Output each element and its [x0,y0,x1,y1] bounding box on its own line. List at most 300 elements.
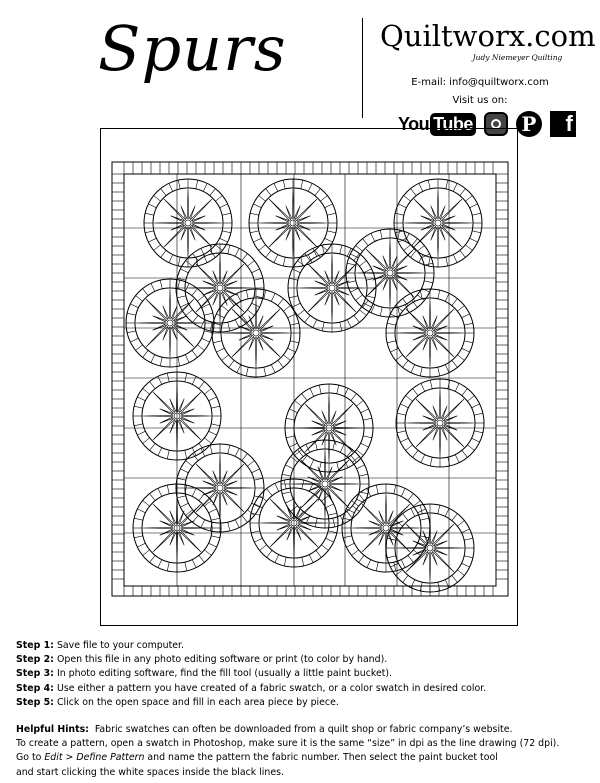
compass-spoke [445,365,449,373]
compass-spoke [283,257,285,266]
compass-spoke [289,443,297,447]
compass-spoke [136,345,143,351]
visit-us-label: Visit us on: [452,95,508,106]
compass-spoke [267,550,273,557]
compass-spoke [271,293,275,301]
compass-spoke [446,257,448,266]
compass-spoke [286,436,295,438]
compass-spoke [197,345,204,351]
step-item [16,682,596,696]
compass-spoke [167,485,169,494]
compass-spoke [201,520,205,528]
hint-line [16,723,596,737]
compass-spoke [328,513,337,515]
compass-spoke [394,562,396,571]
compass-spoke [302,394,308,401]
compass-spoke [408,494,414,501]
youtube-label-you: You [398,113,430,134]
compass-spoke [143,501,150,507]
email-text[interactable]: E-mail: info@quiltworx.com [411,77,549,88]
compass-spoke [464,341,473,343]
compass-spoke [356,401,363,407]
compass-spoke [285,499,293,503]
compass-spoke [333,441,335,450]
compass-spoke [148,238,156,242]
compass-center [217,285,223,291]
compass-spoke [438,290,440,299]
step-label: Step 4: [16,682,54,694]
compass-center [435,220,441,226]
compass-spoke [400,404,408,408]
compass-spoke [192,488,196,496]
compass-spoke [211,424,220,426]
compass-spoke [204,389,211,395]
compass-spoke [453,183,457,191]
compass-spoke [283,306,290,312]
compass-spoke [346,543,354,547]
compass-spoke [421,383,425,391]
compass-spoke [237,365,241,373]
compass-spoke [246,367,248,376]
compass-spoke [137,509,145,513]
compass-spoke [145,213,154,215]
compass-center [167,320,173,326]
compass-spoke [347,320,351,328]
step-label: Step 1: [16,640,54,651]
compass-spoke [247,261,254,267]
compass-spoke [465,245,472,251]
compass-spoke [202,338,210,342]
quiltworx-logo[interactable]: Quiltworx.com [380,19,596,53]
compass-spoke [467,396,474,402]
compass-spoke [213,341,222,343]
compass-spoke [403,360,409,367]
compass-spoke [452,299,458,306]
compass-spoke [284,480,286,489]
compass-spoke [271,365,275,373]
compass-spoke [203,183,207,191]
compass-spoke [134,536,143,538]
compass-spoke [321,496,328,502]
compass-center [427,330,433,336]
compass-spoke [419,183,423,191]
compass-spoke [275,483,279,491]
compass-spoke [327,231,336,233]
header-divider [362,18,363,118]
compass-spoke [186,261,193,267]
youtube-label-tube: Tube [430,113,476,136]
compass-spoke [185,562,187,571]
compass-spoke [380,307,382,316]
compass-spoke [430,457,432,466]
step-label: Step 3: [16,668,54,680]
compass-spoke [322,322,324,331]
compass-spoke [363,418,372,420]
compass-spoke [452,360,458,367]
step-text: In photo editing software, find the fill tool (usually a little paint bucket). [56,668,393,680]
compass-spoke [158,376,162,384]
compass-spoke [204,550,211,556]
compass-spoke [246,290,248,299]
compass-spoke [209,397,217,401]
compass-center [387,270,393,276]
compass-spoke [196,180,198,189]
compass-spoke [150,555,156,562]
compass-spoke [282,474,291,476]
compass-spoke [151,283,155,291]
compass-spoke [310,460,314,468]
compass-spoke [222,355,229,361]
compass-spoke [242,254,248,261]
compass-spoke [340,245,342,254]
compass-center [322,481,328,487]
compass-spoke [465,196,472,202]
compass-spoke [180,503,188,507]
compass-spoke [201,320,205,328]
compass-spoke [235,448,239,456]
compass-spoke [452,575,458,582]
helpful-hints [16,723,596,780]
compass-spoke [192,350,198,357]
compass-spoke [161,250,167,257]
compass-spoke [428,180,430,189]
compass-spoke [428,257,430,266]
compass-spoke [420,367,422,376]
compass-spoke [286,418,295,420]
compass-spoke [464,556,473,558]
compass-spoke [278,360,284,367]
compass-spoke [406,396,413,402]
compass-spoke [267,489,273,496]
compass-spoke [457,570,464,576]
compass-spoke [150,382,156,389]
compass-spoke [462,348,470,352]
compass-spoke [254,538,262,542]
compass-spoke [253,238,261,242]
compass-spoke [343,536,352,538]
compass-spoke [242,454,248,461]
compass-spoke [289,278,298,280]
compass-star [396,514,464,582]
compass-spoke [438,367,440,376]
compass-spoke [397,413,406,415]
compass-spoke [395,213,404,215]
compass-spoke [337,385,339,394]
compass-spoke [438,505,440,514]
compass-spoke [177,496,186,498]
compass-spoke [285,465,293,469]
compass-spoke [350,288,358,292]
compass-spoke [292,303,300,307]
compass-spoke [357,465,365,469]
compass-spoke [460,189,466,196]
compass-spoke [403,575,409,582]
compass-spoke [254,278,263,280]
compass-center [185,220,191,226]
compass-spoke [150,494,156,501]
compass-spoke [295,401,302,407]
compass-spoke [347,248,351,256]
compass-spoke [472,213,481,215]
compass-spoke [430,380,432,389]
compass-spoke [340,322,342,331]
compass-spoke [319,462,321,471]
compass-spoke [467,445,474,451]
compass-star [356,239,424,307]
compass-star [222,299,290,367]
compass-spoke [301,180,303,189]
compass-spoke [445,293,449,301]
compass-spoke [411,508,415,516]
pinterest-icon[interactable]: P [516,111,542,137]
step-label: Step 5: [16,696,54,708]
compass-spoke [417,246,424,252]
compass-spoke [220,204,228,208]
compass-spoke [127,331,136,333]
compass-spoke [446,180,448,189]
compass-spoke [394,485,396,494]
compass-spoke [401,488,405,496]
compass-spoke [305,315,311,322]
compass-spoke [161,189,167,196]
step-item [16,639,596,653]
compass-spoke [347,511,353,518]
compass-spoke [177,296,186,298]
hint-line: To create a pattern, open a swatch in Photoshop, make sure it is the same “size” in dpi as the line drawing (72 dpi). [16,738,560,750]
compass-spoke [143,350,149,357]
compass-spoke [216,348,224,352]
compass-spoke [356,295,363,301]
compass-spoke [325,238,333,242]
compass-spoke [333,518,335,527]
quilt-line-drawing[interactable] [100,128,518,626]
compass-spoke [371,233,375,241]
compass-spoke [259,196,266,202]
compass-spoke [457,306,464,312]
compass-spoke [359,474,368,476]
compass-spoke [185,355,189,363]
compass-spoke [364,269,372,273]
compass-star [291,450,359,518]
compass-spoke [228,322,230,331]
compass-spoke [160,357,162,366]
compass-spoke [199,494,205,501]
compass-spoke [472,438,480,442]
compass-spoke [215,245,222,251]
compass-center [290,220,296,226]
hint-line: and start clicking the white spaces inside the black lines. [16,766,284,778]
compass-spoke [315,189,321,196]
compass-spoke [178,257,180,266]
compass-spoke [143,550,150,556]
compass-spoke [420,505,422,514]
compass-spoke [310,388,314,396]
compass-spoke [363,436,372,438]
compass-spoke [413,450,419,457]
compass-spoke [470,238,478,242]
compass-spoke [143,389,150,395]
compass-spoke [154,245,161,251]
compass-spoke [242,515,248,522]
compass-spoke [371,305,375,313]
compass-spoke [319,385,321,394]
compass-spoke [235,320,239,328]
compass-spoke [376,485,378,494]
compass-spoke [185,450,187,459]
compass-spoke [193,315,199,322]
compass-spoke [275,555,279,563]
compass-spoke [192,560,196,568]
compass-spoke [260,545,267,551]
compass-spoke [151,355,155,363]
compass-spoke [186,310,193,316]
compass-spoke [134,518,143,520]
compass-spoke [199,555,205,562]
step-item [16,653,596,667]
compass-spoke [130,338,138,342]
compass-spoke [220,238,228,242]
compass-spoke [404,245,411,251]
compass-spoke [455,383,459,391]
page-title: Spurs [98,12,287,85]
compass-spoke [167,373,169,382]
compass-spoke [298,310,305,316]
compass-star [406,389,474,457]
compass-spoke [313,320,317,328]
compass-spoke [361,443,369,447]
compass-spoke [290,341,299,343]
compass-spoke [328,531,337,533]
compass-spoke [150,443,156,450]
compass-spoke [177,478,186,480]
compass-spoke [472,231,481,233]
compass-spoke [185,283,189,291]
compass-spoke [326,538,334,542]
compass-spoke [167,450,169,459]
compass-spoke [228,445,230,454]
compass-spoke [455,455,459,463]
compass-spoke [347,263,356,265]
hint-text: Fabric swatches can often be downloaded from a quilt shop or fabric company’s website. [94,724,513,735]
compass-spoke [250,213,259,215]
compass-spoke [354,315,360,322]
compass-spoke [462,529,470,533]
compass-spoke [352,550,359,556]
compass-spoke [462,563,470,567]
compass-spoke [460,250,466,257]
compass-spoke [192,376,196,384]
compass-spoke [306,444,310,452]
compass-center [329,285,335,291]
compass-spoke [284,557,286,566]
compass-spoke [160,280,162,289]
compass-spoke [289,296,298,298]
compass-spoke [288,348,296,352]
step-text: Use either a pattern you have created of a fabric swatch, or a color swatch in desired color. [56,682,487,694]
compass-star [396,299,464,367]
compass-spoke [400,438,408,442]
compass-spoke [235,248,239,256]
compass-spoke [211,406,220,408]
compass-center [427,545,433,551]
compass-spoke [398,230,400,239]
compass-spoke [197,296,204,302]
compass-star [154,189,222,257]
compass-spoke [209,509,217,513]
compass-spoke [396,355,403,361]
compass-spoke [134,424,143,426]
compass-spoke [143,289,149,296]
compass-spoke [361,409,369,413]
step-label: Step 2: [16,654,54,666]
compass-spoke [247,310,254,316]
compass-center [253,330,259,336]
compass-spoke [180,269,188,273]
compass-spoke [325,204,333,208]
facebook-icon[interactable]: f [550,111,576,137]
compass-spoke [302,557,304,566]
compass-spoke [145,231,154,233]
compass-spoke [211,518,220,520]
compass-spoke [445,508,449,516]
compass-spoke [347,450,353,457]
compass-spoke [178,357,180,366]
compass-center [217,485,223,491]
compass-spoke [474,431,483,433]
compass-spoke [259,245,266,251]
compass-spoke [327,213,336,215]
compass-spoke [215,196,222,202]
compass-spoke [309,555,313,563]
compass-spoke [398,204,406,208]
compass-spoke [320,196,327,202]
compass-spoke [222,306,229,312]
compass-spoke [326,504,334,508]
compass-spoke [453,255,457,263]
compass-spoke [204,313,213,315]
compass-spoke [397,431,406,433]
step-item [16,667,596,681]
compass-spoke [406,445,413,451]
compass-spoke [136,296,143,302]
compass-spoke [278,299,284,306]
compass-spoke [457,521,464,527]
compass-spoke [474,413,483,415]
compass-spoke [209,431,217,435]
compass-spoke [237,293,241,301]
compass-spoke [421,455,425,463]
step-text: Save file to your computer. [56,640,185,651]
compass-spoke [210,189,216,196]
compass-spoke [252,269,260,273]
compass-spoke [462,450,468,457]
compass-spoke [127,313,136,315]
compass-spoke [411,365,415,373]
quilt-outer-border [101,129,518,626]
brand-block [380,19,596,62]
compass-spoke [403,514,409,521]
compass-spoke [457,355,464,361]
compass-spoke [470,204,478,208]
compass-spoke [283,355,290,361]
compass-spoke [266,250,272,257]
compass-spoke [167,562,169,571]
compass-spoke [222,213,231,215]
compass-spoke [289,409,297,413]
compass-spoke [359,494,365,501]
compass-spoke [204,438,211,444]
compass-spoke [169,255,173,263]
